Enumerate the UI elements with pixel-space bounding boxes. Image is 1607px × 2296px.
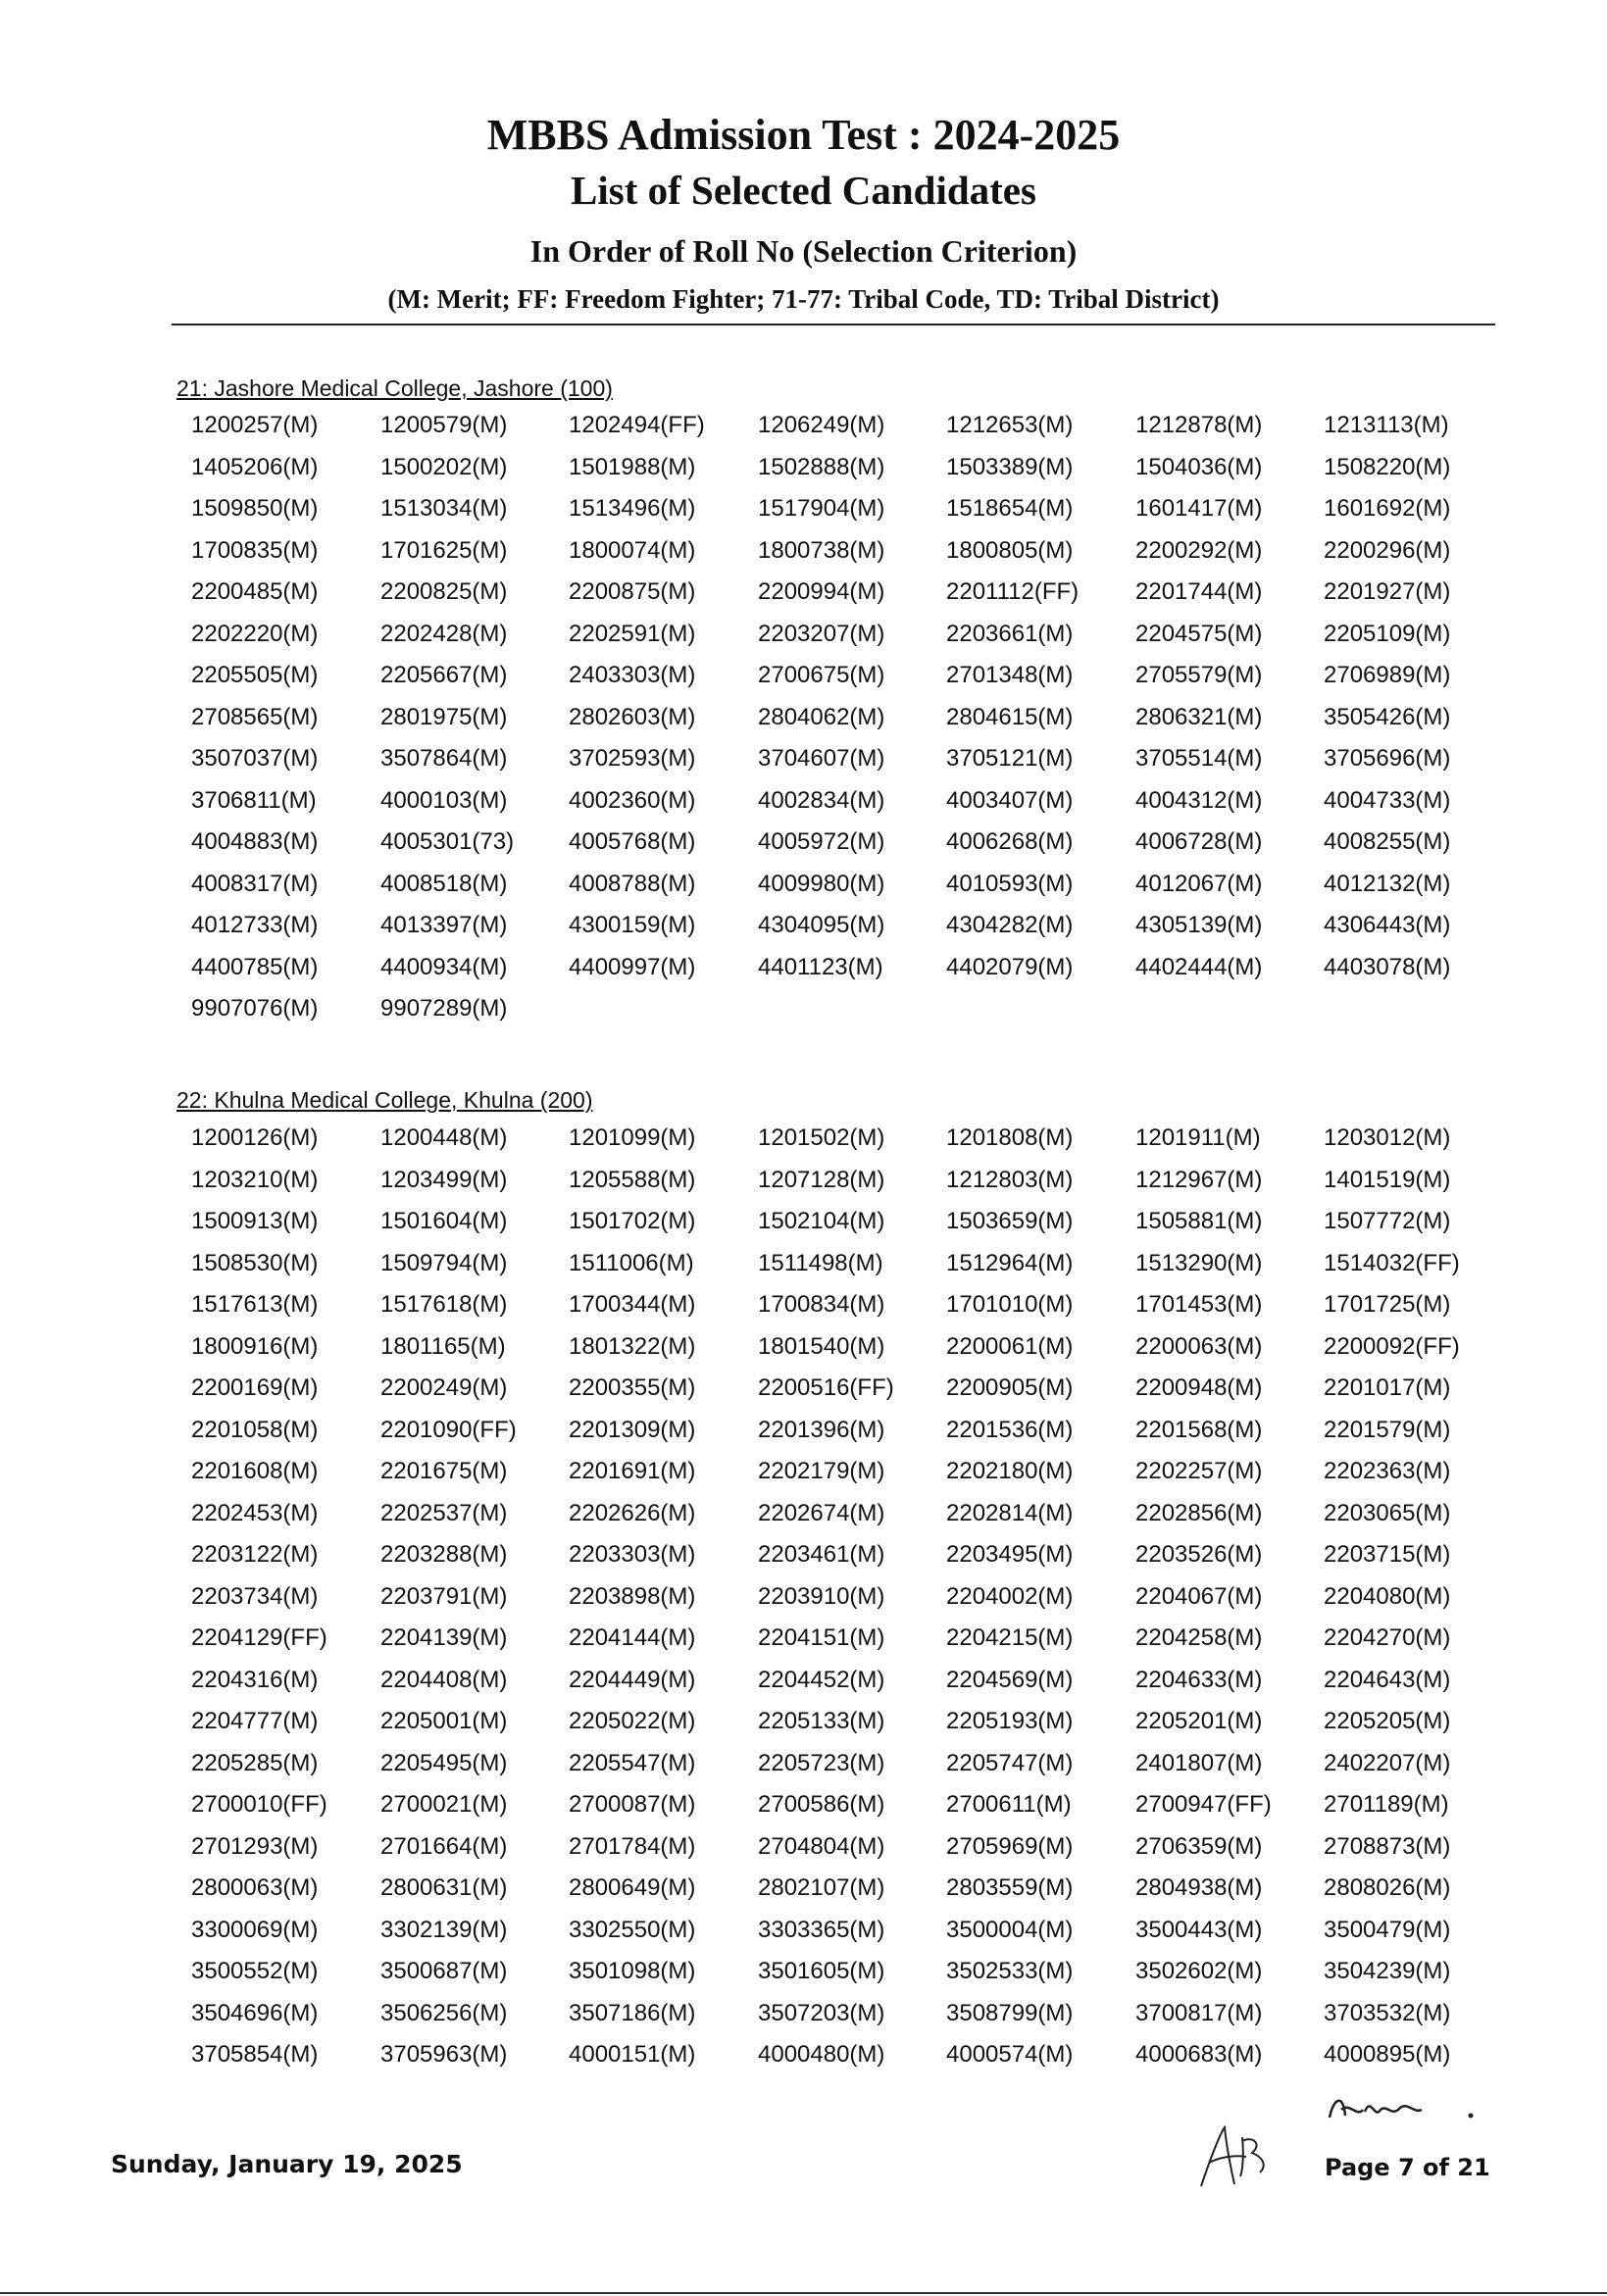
roll-number-cell: 3300069(M) <box>191 1916 319 1943</box>
roll-number-cell: 2700611(M) <box>946 1791 1072 1818</box>
roll-number-cell: 9907076(M) <box>191 995 319 1022</box>
roll-number-cell: 2203898(M) <box>569 1582 696 1610</box>
roll-number-cell: 1201099(M) <box>569 1124 696 1151</box>
roll-number-cell: 1207128(M) <box>758 1166 885 1193</box>
roll-number-cell: 1511006(M) <box>569 1249 694 1276</box>
roll-number-cell: 2806321(M) <box>1135 703 1263 730</box>
roll-number-cell: 2700087(M) <box>569 1791 696 1818</box>
roll-number-cell: 4012067(M) <box>1135 870 1263 897</box>
roll-number-cell: 2701293(M) <box>191 1832 319 1860</box>
roll-number-cell: 3502602(M) <box>1135 1958 1263 1984</box>
roll-number-cell: 1701725(M) <box>1324 1291 1451 1318</box>
roll-number-cell: 4000103(M) <box>380 786 508 814</box>
roll-number-cell: 2204449(M) <box>569 1666 696 1693</box>
roll-number-cell: 1517904(M) <box>758 495 885 522</box>
roll-number-cell: 2205022(M) <box>569 1708 696 1734</box>
roll-number-cell: 1203012(M) <box>1324 1124 1451 1151</box>
roll-number-cell: 2706359(M) <box>1135 1832 1263 1860</box>
roll-number-cell: 4008317(M) <box>191 870 319 897</box>
roll-number-cell: 1405206(M) <box>191 453 319 480</box>
roll-number-cell: 3303365(M) <box>758 1916 885 1943</box>
roll-number-cell: 4403078(M) <box>1324 953 1451 980</box>
roll-number-cell: 2200516(FF) <box>758 1374 894 1401</box>
roll-number-cell: 2205193(M) <box>946 1708 1074 1734</box>
roll-number-cell: 4000683(M) <box>1135 2041 1263 2068</box>
roll-number-cell: 2205109(M) <box>1324 620 1451 647</box>
roll-number-cell: 1513290(M) <box>1135 1249 1263 1276</box>
roll-number-cell: 2204569(M) <box>946 1666 1074 1693</box>
roll-number-cell: 4008518(M) <box>380 870 508 897</box>
roll-number-cell: 2200061(M) <box>946 1332 1074 1360</box>
roll-number-cell: 1601692(M) <box>1324 495 1451 522</box>
roll-number-cell: 2203661(M) <box>946 620 1074 647</box>
roll-number-cell: 1212803(M) <box>946 1166 1074 1193</box>
roll-number-cell: 1508530(M) <box>191 1249 319 1276</box>
document-subtitle: List of Selected Candidates <box>571 168 1036 213</box>
roll-number-cell: 2204270(M) <box>1324 1624 1451 1651</box>
roll-number-cell: 2200905(M) <box>946 1374 1074 1401</box>
roll-number-cell: 2701348(M) <box>946 662 1074 688</box>
roll-number-cell: 4305139(M) <box>1135 912 1263 938</box>
roll-number-cell: 2201017(M) <box>1324 1374 1451 1401</box>
roll-number-cell: 4402079(M) <box>946 953 1074 980</box>
roll-number-cell: 1501988(M) <box>569 453 696 480</box>
roll-number-cell: 2808026(M) <box>1324 1874 1451 1901</box>
roll-number-cell: 1501702(M) <box>569 1208 696 1234</box>
roll-number-cell: 3501098(M) <box>569 1958 696 1984</box>
roll-number-cell: 1518654(M) <box>946 495 1074 522</box>
footer-date: Sunday, January 19, 2025 <box>111 2150 463 2178</box>
roll-number-cell: 2202537(M) <box>380 1499 508 1526</box>
roll-number-cell: 3302550(M) <box>569 1916 696 1943</box>
roll-number-cell: 3507037(M) <box>191 745 319 772</box>
roll-number-cell: 2203791(M) <box>380 1582 508 1610</box>
roll-number-cell: 2202626(M) <box>569 1499 696 1526</box>
roll-number-cell: 2205201(M) <box>1135 1708 1263 1734</box>
roll-number-cell: 2700021(M) <box>380 1791 508 1818</box>
roll-number-cell: 3705963(M) <box>380 2041 508 2068</box>
roll-number-cell: 2205547(M) <box>569 1749 696 1776</box>
roll-number-cell: 3705121(M) <box>946 745 1074 772</box>
roll-number-cell: 2800063(M) <box>191 1874 319 1901</box>
roll-number-cell: 1212653(M) <box>946 412 1074 438</box>
roll-number-cell: 2205133(M) <box>758 1708 885 1734</box>
roll-number-cell: 2804062(M) <box>758 703 885 730</box>
roll-number-cell: 1504036(M) <box>1135 453 1263 480</box>
roll-number-cell: 2204777(M) <box>191 1708 319 1734</box>
roll-number-cell: 2200063(M) <box>1135 1332 1263 1360</box>
roll-number-cell: 2202428(M) <box>380 620 508 647</box>
roll-number-cell: 1509794(M) <box>380 1249 508 1276</box>
roll-number-cell: 4006268(M) <box>946 828 1074 855</box>
initials-signature <box>1324 2088 1490 2127</box>
roll-number-cell: 3702593(M) <box>569 745 696 772</box>
roll-number-cell: 2200292(M) <box>1135 536 1263 564</box>
roll-number-cell: 4012733(M) <box>191 912 319 938</box>
roll-number-cell: 2203122(M) <box>191 1541 319 1568</box>
roll-number-cell: 2204129(FF) <box>191 1624 327 1651</box>
roll-number-cell: 2200092(FF) <box>1324 1332 1460 1360</box>
roll-number-cell: 2201058(M) <box>191 1416 319 1443</box>
roll-number-cell: 4008255(M) <box>1324 828 1451 855</box>
roll-number-cell: 1503659(M) <box>946 1208 1074 1234</box>
roll-number-cell: 4304095(M) <box>758 912 885 938</box>
roll-number-cell: 4010593(M) <box>946 870 1074 897</box>
roll-number-cell: 2201090(FF) <box>380 1416 517 1443</box>
roll-number-cell: 4400934(M) <box>380 953 508 980</box>
roll-number-cell: 1205588(M) <box>569 1166 696 1193</box>
roll-number-cell: 2203715(M) <box>1324 1541 1451 1568</box>
roll-number-cell: 2201396(M) <box>758 1416 885 1443</box>
roll-number-cell: 2201691(M) <box>569 1458 696 1484</box>
roll-number-cell: 2700586(M) <box>758 1791 885 1818</box>
roll-number-cell: 2205285(M) <box>191 1749 319 1776</box>
roll-number-cell: 3500443(M) <box>1135 1916 1263 1943</box>
roll-number-cell: 2203526(M) <box>1135 1541 1263 1568</box>
roll-number-cell: 4006728(M) <box>1135 828 1263 855</box>
roll-number-cell: 2203495(M) <box>946 1541 1074 1568</box>
roll-number-cell: 2804615(M) <box>946 703 1074 730</box>
roll-number-cell: 2203461(M) <box>758 1541 885 1568</box>
roll-number-cell: 3500004(M) <box>946 1916 1074 1943</box>
section-title-khulna: 22: Khulna Medical College, Khulna (200) <box>176 1087 593 1113</box>
roll-number-cell: 2204575(M) <box>1135 620 1263 647</box>
roll-number-cell: 2701189(M) <box>1324 1791 1449 1818</box>
roll-number-cell: 1514032(FF) <box>1324 1249 1460 1276</box>
roll-number-cell: 2705579(M) <box>1135 662 1263 688</box>
roll-number-cell: 2803559(M) <box>946 1874 1074 1901</box>
roll-number-cell: 2704804(M) <box>758 1832 885 1860</box>
roll-number-cell: 1701010(M) <box>946 1291 1074 1318</box>
handwritten-signature <box>1191 2118 1280 2196</box>
roll-number-cell: 4003407(M) <box>946 786 1074 814</box>
roll-number-cell: 2202257(M) <box>1135 1458 1263 1484</box>
roll-number-cell: 2202220(M) <box>191 620 319 647</box>
roll-number-cell: 2800631(M) <box>380 1874 508 1901</box>
roll-number-cell: 2202179(M) <box>758 1458 885 1484</box>
roll-number-cell: 2205747(M) <box>946 1749 1074 1776</box>
roll-number-cell: 4400785(M) <box>191 953 319 980</box>
roll-number-cell: 2204067(M) <box>1135 1582 1263 1610</box>
roll-number-cell: 2802603(M) <box>569 703 696 730</box>
roll-number-cell: 4304282(M) <box>946 912 1074 938</box>
roll-number-cell: 3501605(M) <box>758 1958 885 1984</box>
roll-number-cell: 2204215(M) <box>946 1624 1074 1651</box>
roll-number-cell: 1500202(M) <box>380 453 508 480</box>
roll-number-cell: 1512964(M) <box>946 1249 1074 1276</box>
roll-number-cell: 3705854(M) <box>191 2041 319 2068</box>
roll-number-cell: 2201568(M) <box>1135 1416 1263 1443</box>
roll-number-cell: 2801975(M) <box>380 703 508 730</box>
roll-number-cell: 4004312(M) <box>1135 786 1263 814</box>
roll-number-cell: 2701664(M) <box>380 1832 508 1860</box>
roll-number-cell: 2202674(M) <box>758 1499 885 1526</box>
roll-number-cell: 2201536(M) <box>946 1416 1074 1443</box>
roll-number-cell: 2201675(M) <box>380 1458 508 1484</box>
roll-number-cell: 1701453(M) <box>1135 1291 1263 1318</box>
roll-number-cell: 1700344(M) <box>569 1291 696 1318</box>
roll-number-cell: 4004733(M) <box>1324 786 1451 814</box>
roll-number-cell: 1502104(M) <box>758 1208 885 1234</box>
roll-number-cell: 2204258(M) <box>1135 1624 1263 1651</box>
order-note: In Order of Roll No (Selection Criterion) <box>529 233 1078 269</box>
roll-number-cell: 1203210(M) <box>191 1166 319 1193</box>
roll-number-cell: 2205505(M) <box>191 662 319 688</box>
roll-number-cell: 1505881(M) <box>1135 1208 1263 1234</box>
roll-number-cell: 1201808(M) <box>946 1124 1074 1151</box>
roll-number-cell: 4008788(M) <box>569 870 696 897</box>
roll-number-cell: 1601417(M) <box>1135 495 1263 522</box>
roll-number-cell: 1800916(M) <box>191 1332 319 1360</box>
roll-number-cell: 1203499(M) <box>380 1166 508 1193</box>
roll-number-cell: 2200875(M) <box>569 578 696 605</box>
roll-number-cell: 1502888(M) <box>758 453 885 480</box>
header-divider <box>172 324 1495 325</box>
roll-number-cell: 4002360(M) <box>569 786 696 814</box>
roll-number-cell: 3500479(M) <box>1324 1916 1451 1943</box>
roll-number-cell: 2200296(M) <box>1324 536 1451 564</box>
roll-number-cell: 2700010(FF) <box>191 1791 327 1818</box>
roll-number-cell: 1509850(M) <box>191 495 319 522</box>
roll-number-cell: 3302139(M) <box>380 1916 508 1943</box>
roll-number-cell: 2204633(M) <box>1135 1666 1263 1693</box>
roll-number-cell: 2200249(M) <box>380 1374 508 1401</box>
roll-number-cell: 2708873(M) <box>1324 1832 1451 1860</box>
roll-number-cell: 4013397(M) <box>380 912 508 938</box>
page-bottom-edge <box>0 2292 1607 2294</box>
roll-number-cell: 1801165(M) <box>380 1332 506 1360</box>
roll-number-cell: 2201608(M) <box>191 1458 319 1484</box>
roll-number-cell: 3502533(M) <box>946 1958 1074 1984</box>
roll-number-cell: 1801322(M) <box>569 1332 696 1360</box>
roll-number-cell: 1801540(M) <box>758 1332 885 1360</box>
roll-number-cell: 2201112(FF) <box>946 578 1080 605</box>
roll-number-cell: 2700947(FF) <box>1135 1791 1272 1818</box>
roll-number-cell: 4306443(M) <box>1324 912 1451 938</box>
roll-number-cell: 1700835(M) <box>191 536 319 564</box>
roll-number-cell: 2204002(M) <box>946 1582 1074 1610</box>
roll-number-cell: 2203910(M) <box>758 1582 885 1610</box>
roll-number-cell: 4005768(M) <box>569 828 696 855</box>
roll-number-cell: 2402207(M) <box>1324 1749 1451 1776</box>
roll-number-cell: 1201502(M) <box>758 1124 885 1151</box>
roll-number-cell: 2802107(M) <box>758 1874 885 1901</box>
roll-number-cell: 2200994(M) <box>758 578 885 605</box>
roll-number-cell: 1507772(M) <box>1324 1208 1451 1234</box>
roll-number-cell: 2201927(M) <box>1324 578 1451 605</box>
roll-number-cell: 3504696(M) <box>191 1999 319 2026</box>
roll-number-cell: 2202363(M) <box>1324 1458 1451 1484</box>
roll-number-cell: 2204139(M) <box>380 1624 508 1651</box>
roll-number-cell: 2401807(M) <box>1135 1749 1263 1776</box>
roll-number-cell: 2204643(M) <box>1324 1666 1451 1693</box>
roll-number-cell: 4400997(M) <box>569 953 696 980</box>
roll-number-cell: 2200825(M) <box>380 578 508 605</box>
roll-number-cell: 2706989(M) <box>1324 662 1451 688</box>
roll-number-cell: 3700817(M) <box>1135 1999 1263 2026</box>
roll-number-cell: 1200257(M) <box>191 412 319 438</box>
roll-number-cell: 1508220(M) <box>1324 453 1451 480</box>
roll-number-cell: 2202453(M) <box>191 1499 319 1526</box>
page-number: Page 7 of 21 <box>1325 2154 1490 2181</box>
roll-number-cell: 3504239(M) <box>1324 1958 1451 1984</box>
roll-number-cell: 2403303(M) <box>569 662 696 688</box>
roll-number-cell: 2800649(M) <box>569 1874 696 1901</box>
roll-number-cell: 2200948(M) <box>1135 1374 1263 1401</box>
roll-number-cell: 2204316(M) <box>191 1666 319 1693</box>
roll-number-cell: 2205667(M) <box>380 662 508 688</box>
roll-number-cell: 2708565(M) <box>191 703 319 730</box>
document-title: MBBS Admission Test : 2024-2025 <box>486 111 1121 159</box>
roll-number-cell: 1501604(M) <box>380 1208 508 1234</box>
roll-number-cell: 1800738(M) <box>758 536 885 564</box>
roll-number-cell: 2202856(M) <box>1135 1499 1263 1526</box>
roll-number-cell: 3507864(M) <box>380 745 508 772</box>
roll-number-cell: 1511498(M) <box>758 1249 883 1276</box>
roll-number-cell: 3705696(M) <box>1324 745 1451 772</box>
roll-number-cell: 1206249(M) <box>758 412 885 438</box>
roll-number-cell: 4000151(M) <box>569 2041 696 2068</box>
roll-number-cell: 4005972(M) <box>758 828 885 855</box>
roll-number-cell: 2203207(M) <box>758 620 885 647</box>
roll-number-cell: 2205001(M) <box>380 1708 508 1734</box>
roll-number-cell: 3506256(M) <box>380 1999 508 2026</box>
roll-number-cell: 3505426(M) <box>1324 703 1451 730</box>
roll-number-cell: 2203065(M) <box>1324 1499 1451 1526</box>
roll-number-cell: 2201309(M) <box>569 1416 696 1443</box>
roll-number-cell: 2204080(M) <box>1324 1582 1451 1610</box>
roll-number-cell: 2204452(M) <box>758 1666 885 1693</box>
roll-number-cell: 2705969(M) <box>946 1832 1074 1860</box>
roll-number-cell: 4401123(M) <box>758 953 883 980</box>
roll-number-cell: 2201579(M) <box>1324 1416 1451 1443</box>
roll-number-cell: 1517613(M) <box>191 1291 319 1318</box>
roll-number-cell: 4012132(M) <box>1324 870 1451 897</box>
roll-number-cell: 3507203(M) <box>758 1999 885 2026</box>
roll-number-cell: 1213113(M) <box>1324 412 1449 438</box>
roll-number-cell: 1700834(M) <box>758 1291 885 1318</box>
roll-number-cell: 1517618(M) <box>380 1291 508 1318</box>
roll-number-cell: 1200448(M) <box>380 1124 508 1151</box>
roll-number-cell: 4300159(M) <box>569 912 696 938</box>
roll-number-cell: 1701625(M) <box>380 536 508 564</box>
roll-number-cell: 2701784(M) <box>569 1832 696 1860</box>
roll-number-cell: 3703532(M) <box>1324 1999 1451 2026</box>
roll-number-cell: 4000574(M) <box>946 2041 1074 2068</box>
roll-number-cell: 2700675(M) <box>758 662 885 688</box>
roll-number-cell: 9907289(M) <box>380 995 508 1022</box>
roll-number-cell: 2204144(M) <box>569 1624 696 1651</box>
roll-number-cell: 2202591(M) <box>569 620 696 647</box>
roll-number-cell: 1200579(M) <box>380 412 508 438</box>
roll-number-cell: 4009980(M) <box>758 870 885 897</box>
roll-number-cell: 1401519(M) <box>1324 1166 1451 1193</box>
roll-number-cell: 3706811(M) <box>191 786 317 814</box>
roll-number-cell: 1500913(M) <box>191 1208 319 1234</box>
roll-number-cell: 2804938(M) <box>1135 1874 1263 1901</box>
roll-number-cell: 3704607(M) <box>758 745 885 772</box>
roll-number-cell: 2200169(M) <box>191 1374 319 1401</box>
roll-number-cell: 4000480(M) <box>758 2041 885 2068</box>
roll-number-cell: 1200126(M) <box>191 1124 319 1151</box>
roll-number-cell: 1201911(M) <box>1135 1124 1261 1151</box>
roll-number-cell: 2203288(M) <box>380 1541 508 1568</box>
roll-number-cell: 3507186(M) <box>569 1999 696 2026</box>
roll-number-cell: 1513034(M) <box>380 495 508 522</box>
roll-number-cell: 4004883(M) <box>191 828 319 855</box>
roll-number-cell: 4402444(M) <box>1135 953 1263 980</box>
roll-number-cell: 2203734(M) <box>191 1582 319 1610</box>
roll-number-cell: 4002834(M) <box>758 786 885 814</box>
roll-number-cell: 2205205(M) <box>1324 1708 1451 1734</box>
roll-number-cell: 1212878(M) <box>1135 412 1263 438</box>
roll-number-cell: 4000895(M) <box>1324 2041 1451 2068</box>
roll-number-cell: 1202494(FF) <box>569 412 705 438</box>
roll-number-cell: 2202814(M) <box>946 1499 1074 1526</box>
roll-number-cell: 4005301(73) <box>380 828 515 855</box>
roll-number-cell: 1513496(M) <box>569 495 696 522</box>
roll-number-cell: 1503389(M) <box>946 453 1074 480</box>
roll-number-cell: 2202180(M) <box>946 1458 1074 1484</box>
roll-number-cell: 2201744(M) <box>1135 578 1263 605</box>
roll-number-cell: 3500687(M) <box>380 1958 508 1984</box>
roll-number-cell: 2200355(M) <box>569 1374 696 1401</box>
roll-number-cell: 2205723(M) <box>758 1749 885 1776</box>
roll-number-cell: 1800074(M) <box>569 536 696 564</box>
roll-number-cell: 2200485(M) <box>191 578 319 605</box>
roll-number-cell: 3705514(M) <box>1135 745 1263 772</box>
code-legend: (M: Merit; FF: Freedom Fighter; 71-77: Tribal Code, TD: Tribal District) <box>387 284 1220 314</box>
roll-number-cell: 2204151(M) <box>758 1624 885 1651</box>
section-title-jashore: 21: Jashore Medical College, Jashore (100) <box>176 375 613 401</box>
roll-number-cell: 1212967(M) <box>1135 1166 1263 1193</box>
roll-number-cell: 2204408(M) <box>380 1666 508 1693</box>
roll-number-cell: 3500552(M) <box>191 1958 319 1984</box>
roll-number-cell: 2205495(M) <box>380 1749 508 1776</box>
roll-number-cell: 2203303(M) <box>569 1541 696 1568</box>
roll-number-cell: 3508799(M) <box>946 1999 1074 2026</box>
roll-number-cell: 1800805(M) <box>946 536 1074 564</box>
